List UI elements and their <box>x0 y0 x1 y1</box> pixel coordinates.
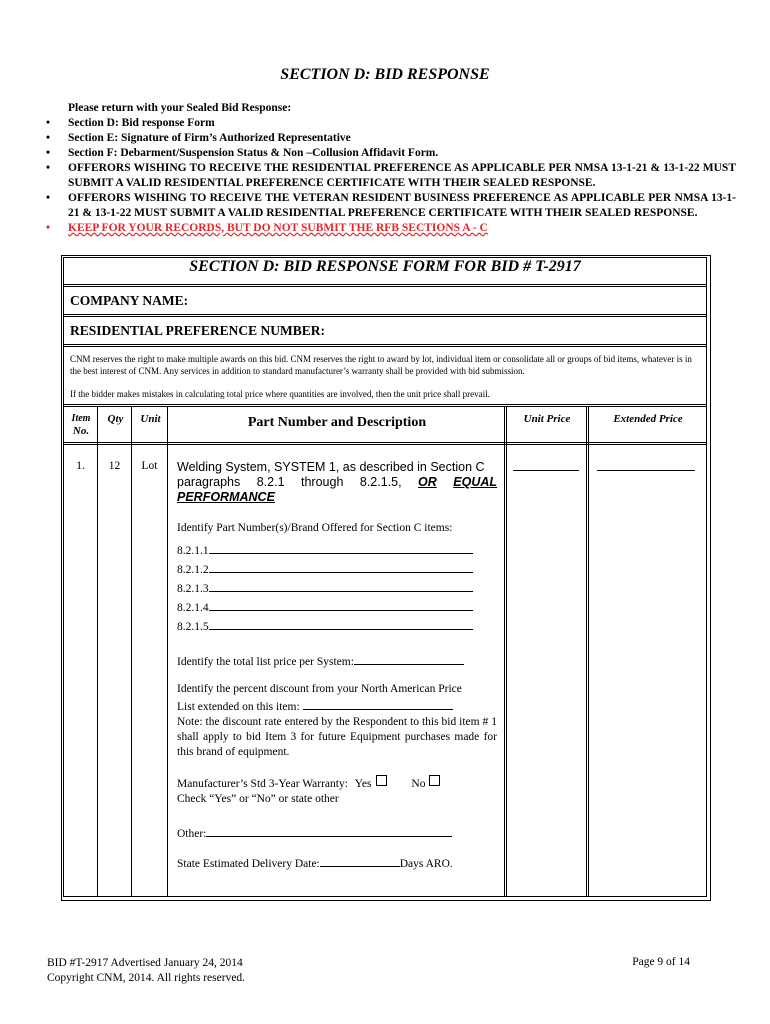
check-note: Check “Yes” or “No” or state other <box>177 793 339 805</box>
instruction-item: • OFFERORS WISHING TO RECEIVE THE RESIDENTIAL PREFERENCE AS APPLICABLE PER NMSA 13-1-21 & 13-1-22 MUST SUBMIT A VALID RESIDENTIAL PREFERENCE CERTIFICATE WITH THEIR SEALED RESPONSE. <box>46 161 736 191</box>
residential-preference-label: RESIDENTIAL PREFERENCE NUMBER: <box>70 323 326 338</box>
award-note: CNM reserves the right to make multiple awards on this bid. CNM reserves the right to award by lot, individual item or consolidate all or groups of bid items, whatever is in the best interest of CNM. Any services in addition to standard manufacturer’s warranty shall be provided with bid submission. <box>70 354 692 376</box>
part-field-8-2-1-3[interactable]: 8.2.1.3 <box>177 579 497 597</box>
extended-price-field[interactable] <box>597 470 695 471</box>
copyright-line: Copyright CNM, 2014. All rights reserved. <box>47 972 246 984</box>
item-unit: Lot <box>141 460 158 472</box>
description-line: Welding System, SYSTEM 1, as described in Section C <box>177 460 485 474</box>
list-price-field[interactable]: Identify the total list price per System: <box>177 652 497 670</box>
description-line: PERFORMANCE <box>177 490 275 504</box>
instructions <box>46 101 736 236</box>
warranty-yes-checkbox[interactable] <box>376 775 387 786</box>
discount-note: Note: the discount rate entered by the Respondent to this bid item # 1 shall apply to bid Item 3 for future Equipment purchases made for this brand of equipment. <box>177 716 497 758</box>
records-warning: • KEEP FOR YOUR RECORDS, BUT DO NOT SUBMIT THE RFB SECTIONS A - C <box>46 221 736 236</box>
divider <box>63 284 707 287</box>
unit-price-field[interactable] <box>513 470 579 471</box>
divider <box>63 404 707 407</box>
instructions-list <box>46 116 736 236</box>
instruction-item: • Section F: Debarment/Suspension Status & Non –Collusion Affidavit Form. <box>46 146 736 161</box>
column-header-extended-price: Extended Price <box>613 413 683 425</box>
part-field-8-2-1-4[interactable]: 8.2.1.4 <box>177 598 497 616</box>
other-field[interactable]: Other: <box>177 824 497 842</box>
divider <box>63 314 707 317</box>
column-header-description: Part Number and Description <box>247 415 427 430</box>
company-name-label: COMPANY NAME: <box>70 293 189 308</box>
header-divider <box>63 442 707 445</box>
column-divider <box>131 407 132 897</box>
instruction-item: • Section D: Bid response Form <box>46 116 736 131</box>
delivery-date-field[interactable]: State Estimated Delivery Date: Days ARO. <box>177 854 497 872</box>
item-number: 1. <box>76 460 85 472</box>
bid-advertised-line: BID #T-2917 Advertised January 24, 2014 <box>47 957 243 969</box>
instructions-intro: Please return with your Sealed Bid Response: <box>68 102 292 114</box>
item-description <box>177 460 497 505</box>
warranty-no-checkbox[interactable] <box>429 775 440 786</box>
part-field-8-2-1-5[interactable]: 8.2.1.5 <box>177 617 497 635</box>
column-divider <box>504 407 507 897</box>
column-header-unit: Unit <box>140 413 161 425</box>
discount-section: Identify the percent discount from your North American Price List extended on this item: Note: the discount rate entered by the Respondent to this bid item # 1 shall apply to bid Item 3 for future Equipment purchases made for this brand of equipment. <box>177 683 497 758</box>
part-field-8-2-1-1[interactable]: 8.2.1.1 <box>177 541 497 559</box>
instruction-item: • OFFERORS WISHING TO RECEIVE THE VETERAN RESIDENT BUSINESS PREFERENCE AS APPLICABLE PER NMSA 13-1-21 & 13-1-22 MUST SUBMIT A VALID RESIDENTIAL PREFERENCE CERTIFICATE WITH THEIR SEALED RESPONSE. <box>46 191 736 221</box>
page-title: SECTION D: BID RESPONSE <box>280 66 490 83</box>
column-divider <box>586 407 589 897</box>
column-divider <box>167 407 168 897</box>
form-title: SECTION D: BID RESPONSE FORM FOR BID # T-2917 <box>189 258 581 275</box>
item-qty: 12 <box>108 460 121 472</box>
warranty-section: Manufacturer’s Std 3-Year Warranty: Yes No Check “Yes” or “No” or state other <box>177 775 497 807</box>
column-header-unit-price: Unit Price <box>523 413 571 425</box>
page-number: Page 9 of 14 <box>632 956 690 968</box>
description-line: paragraphs 8.2.1 through 8.2.1.5, OR EQUAL <box>177 475 498 489</box>
column-divider <box>97 407 98 897</box>
column-header-qty: Qty <box>107 413 124 425</box>
pricing-note: If the bidder makes mistakes in calculating total price where quantities are involved, then the unit price shall prevail. <box>70 389 490 399</box>
divider <box>63 344 707 347</box>
column-header-item-no: Item No. <box>71 413 91 437</box>
part-field-8-2-1-2[interactable]: 8.2.1.2 <box>177 560 497 578</box>
discount-field[interactable]: List extended on this item: <box>177 697 497 715</box>
footer-left <box>47 956 245 986</box>
instruction-item: • Section E: Signature of Firm’s Authorized Representative <box>46 131 736 146</box>
identify-parts-label: Identify Part Number(s)/Brand Offered for Section C items: <box>177 522 453 534</box>
